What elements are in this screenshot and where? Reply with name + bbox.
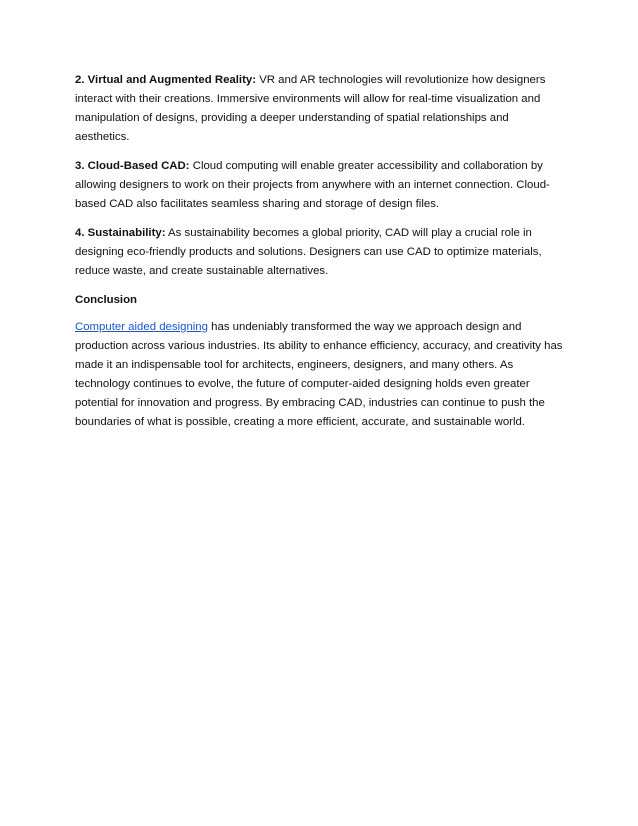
paragraph-sustainability xyxy=(75,224,565,281)
cloud-cad-text: Cloud computing will enable greater accessibility and collaboration by allowing designers to work on their projects from anywhere with an internet connection. Cloud-based CAD also facilitates seamless sharing and storage of design files. xyxy=(75,160,550,210)
sustainability-label: 4. Sustainability: xyxy=(75,227,166,239)
vr-ar-label: 2. Virtual and Augmented Reality: xyxy=(75,74,257,86)
document-page xyxy=(75,71,565,442)
conclusion-heading: Conclusion xyxy=(75,294,138,306)
paragraph-conclusion xyxy=(75,318,565,432)
computer-aided-designing-link[interactable]: Computer aided designing xyxy=(75,321,208,333)
cloud-cad-label: 3. Cloud-Based CAD: xyxy=(75,160,190,172)
vr-ar-text: VR and AR technologies will revolutionize how designers interact with their creations. Immersive environments will allow for real-time visualization and manipulation of designs, providing a deeper understanding of spatial relationships and aesthetics. xyxy=(75,74,546,143)
paragraph-cloud-cad xyxy=(75,157,565,214)
sustainability-text: As sustainability becomes a global priority, CAD will play a crucial role in designing eco-friendly products and solutions. Designers can use CAD to optimize materials, reduce waste, and create sustainable alternatives. xyxy=(75,227,542,277)
conclusion-text: has undeniably transformed the way we approach design and production across various industries. Its ability to enhance efficiency, accuracy, and creativity has made it an indispensable tool for architects, engineers, designers, and many others. As technology continues to evolve, the future of computer-aided designing holds even greater potential for innovation and progress. By embracing CAD, industries can continue to push the boundaries of what is possible, creating a more efficient, accurate, and sustainable world. xyxy=(75,321,563,428)
paragraph-vr-ar xyxy=(75,71,565,147)
